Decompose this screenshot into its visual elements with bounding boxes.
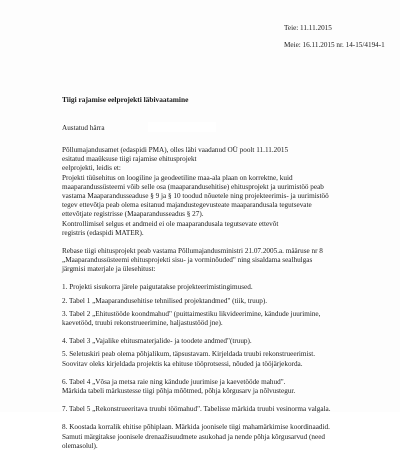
requirements-line: „Maaparandussüsteemi ehitusprojekti sisu- ja vorminõuded" ning sisaldama sealhulgas [62,256,313,265]
intro-line: Projekti tüüsehitus on loogiline ja geodeetiline maa-ala plaan on korrektne, kuid [62,173,293,182]
list-item [62,297,412,306]
our-reference-number: Meie: 16.11.2015 nr. 14-15/4194-1 [284,41,385,49]
list-item [62,337,412,346]
intro-line: maaparandussüsteemi võib selle osa (maaparandusehitise) ehitusprojekt ja uurimistöö peab [62,182,324,191]
your-reference-date: Teie: 11.11.2015 [284,24,332,32]
list-item-line: Samuti märgitakse joonisele drenaažisuudmete asukohad ja nende põhja kõrgusarvud (need [62,432,325,441]
list-item-line: 2. Tabel 1 „Maaparandusehitise tehnilised projektandmed" (tiik, truup). [62,296,268,305]
list-item-line: 8. Koostada korralik ehitise põhiplaan. Märkida joonisele tiigi mahamärkimise koordinaadid. [62,423,330,432]
intro-line: esitatud maaüksuse tiigi rajamise ehitusprojekt [62,155,197,164]
salutation: Austatud härra [62,124,105,132]
list-item-line: 1. Projekti sisukorra järele paigutatakse projekteerimistingimused. [62,283,253,292]
list-item-line: 3. Tabel 2 „Ehitustööde koondmahud" (puittaimestiku likvideerimine, kändude juurimine, [62,309,321,318]
list-item [62,310,412,328]
requirements-line: Rebase tiigi ehitusprojekt peab vastama Põllumajandusministri 21.07.2005.a. määruse nr 8 [62,246,323,255]
intro-line: Kontrollimisel selgus et andmeid ei ole maaparandusala tegutsevate ettevõt [62,219,279,228]
list-item-line: 6. Tabel 4 „Võsa ja metsa raie ning kändude juurimise ja kaevetööde mahud". [62,377,286,386]
intro-line: registris (edaspidi MATER). [62,228,144,237]
intro-line: ettevõtjate registrisse (Maaparandusseadus § 27). [62,210,204,219]
requirements-intro [62,247,412,275]
requirements-line: järgmisi materjale ja ülesehitust: [62,265,156,274]
list-item [62,378,412,396]
intro-line: Põllumajandusamet (edaspidi PMA), olles läbi vaadanud OÜ poolt 11.11.2015 [62,146,289,154]
list-item-line: Märkida tabeli märkustesse tiigi põhja mõõtmed, põhja kõrgusarv ja nõlvustegur. [62,386,296,395]
intro-paragraph [62,146,412,238]
intro-line: vastama Maaparandusseaduse § 9 ja § 10 toodud nõuetele ning projekteerimis- ja uurimistöö [62,191,329,200]
list-item-line: 7. Tabel 5 „Rekonstrueeritava truubi töömahud". Tabelisse märkida truubi vesinorma valgala. [62,405,331,414]
intro-line: eelprojekti, leidis et: [62,164,121,173]
letter-subject: Tiigi rajamise eelprojekti läbivaatamine [62,95,189,104]
list-item-line: Soovitav oleks kirjeldada projektis ka ehituse tööprotsessi, nõuded ja tööjärjekorda. [62,359,303,368]
intro-line: tegev ettevõtja peab olema esitanud majandustegevusteate maaparandusala tegutsevate [62,201,312,210]
list-item [62,283,412,292]
list-item-line: 4. Tabel 3 „Vajalike ehitusmaterjalide- ja toodete andmed"(truup). [62,337,252,346]
redacted-recipient-name [148,122,216,132]
list-item [62,350,412,368]
list-item [62,405,412,414]
list-item-line: kaevetööd, truubi rekonstrueerimine, haljastustööd jne). [62,319,223,327]
requirements-list [62,283,412,450]
list-item-line: olemasolul). [62,441,98,450]
letter-body [62,146,412,451]
list-item [62,423,412,451]
list-item-line: 5. Seletuskiri peab olema põhjalikum, täpsustavam. Kirjeldada truubi rekonstrueerimist. [62,350,316,359]
